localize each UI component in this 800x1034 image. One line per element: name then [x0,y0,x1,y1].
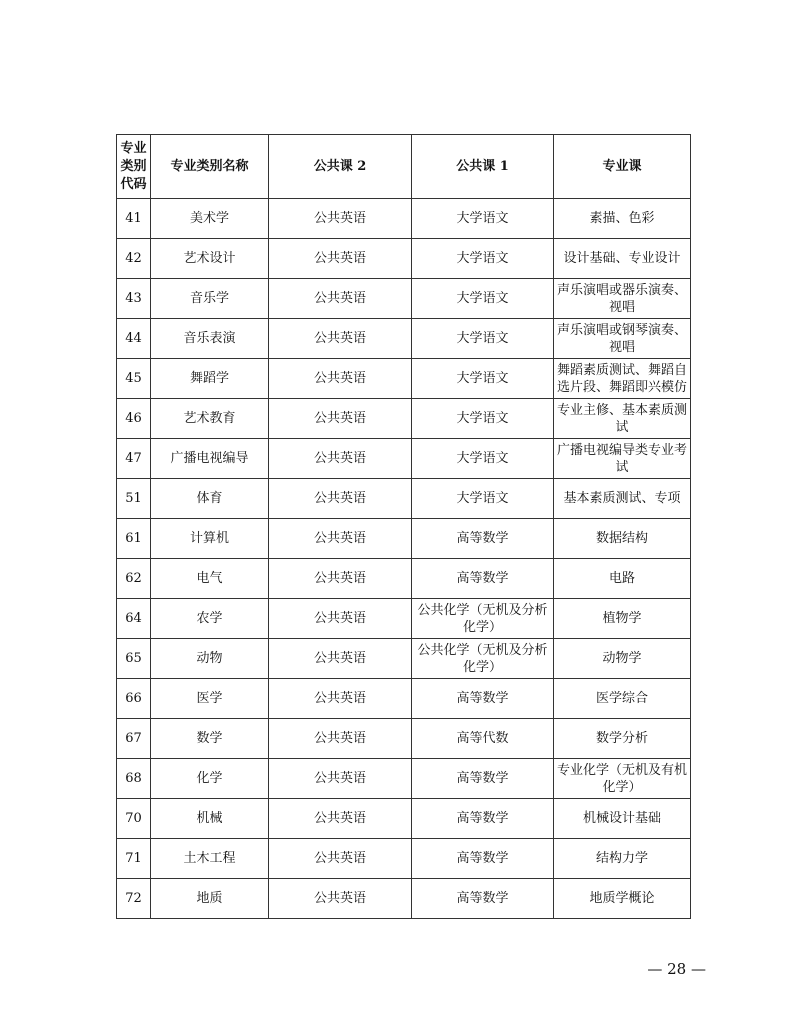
table-row [117,559,691,599]
cell-code: 65 [117,639,151,679]
cell-major: 数据结构 [554,519,691,559]
cell-code: 44 [117,319,151,359]
cell-public1: 大学语文 [412,359,554,399]
cell-public2: 公共英语 [269,799,412,839]
header-code-line1: 专业 [120,140,147,156]
table-row [117,199,691,239]
cell-code: 62 [117,559,151,599]
cell-public2: 公共英语 [269,239,412,279]
cell-code: 68 [117,759,151,799]
header-code-line3: 代码 [120,176,147,192]
cell-major: 地质学概论 [554,879,691,919]
cell-major: 电路 [554,559,691,599]
cell-public2: 公共英语 [269,319,412,359]
cell-public2: 公共英语 [269,599,412,639]
cell-major: 医学综合 [554,679,691,719]
cell-name: 化学 [151,759,269,799]
table-row [117,839,691,879]
cell-code: 46 [117,399,151,439]
table-row [117,759,691,799]
cell-public1: 大学语文 [412,199,554,239]
cell-code: 43 [117,279,151,319]
table-row [117,439,691,479]
cell-code: 45 [117,359,151,399]
cell-public1: 高等数学 [412,839,554,879]
table-row [117,519,691,559]
cell-code: 67 [117,719,151,759]
cell-code: 61 [117,519,151,559]
cell-name: 计算机 [151,519,269,559]
header-name: 专业类别名称 [151,135,269,199]
header-public2: 公共课 2 [269,135,412,199]
table-row [117,599,691,639]
cell-public1: 高等数学 [412,759,554,799]
cell-public2: 公共英语 [269,679,412,719]
cell-public1: 大学语文 [412,279,554,319]
cell-name: 音乐表演 [151,319,269,359]
cell-name: 机械 [151,799,269,839]
cell-name: 医学 [151,679,269,719]
cell-name: 艺术教育 [151,399,269,439]
cell-code: 42 [117,239,151,279]
table-row [117,239,691,279]
cell-name: 音乐学 [151,279,269,319]
cell-public2: 公共英语 [269,479,412,519]
cell-name: 艺术设计 [151,239,269,279]
cell-major: 数学分析 [554,719,691,759]
cell-major: 动物学 [554,639,691,679]
cell-public2: 公共英语 [269,199,412,239]
cell-public1: 高等数学 [412,879,554,919]
cell-name: 舞蹈学 [151,359,269,399]
cell-major: 植物学 [554,599,691,639]
header-code [117,135,151,199]
cell-public1: 高等数学 [412,559,554,599]
cell-major: 广播电视编导类专业考试 [554,439,691,479]
cell-public2: 公共英语 [269,559,412,599]
cell-code: 70 [117,799,151,839]
table-row [117,359,691,399]
cell-name: 地质 [151,879,269,919]
cell-public1: 高等代数 [412,719,554,759]
cell-public1: 高等数学 [412,519,554,559]
cell-public1: 高等数学 [412,799,554,839]
table-row [117,639,691,679]
cell-name: 土木工程 [151,839,269,879]
table-row [117,719,691,759]
cell-public2: 公共英语 [269,759,412,799]
table-row [117,279,691,319]
cell-code: 41 [117,199,151,239]
cell-public1: 公共化学（无机及分析化学） [412,599,554,639]
cell-code: 72 [117,879,151,919]
cell-public2: 公共英语 [269,519,412,559]
cell-major: 声乐演唱或钢琴演奏、视唱 [554,319,691,359]
page-number: — 28 — [647,960,706,978]
cell-major: 专业化学（无机及有机化学） [554,759,691,799]
cell-major: 设计基础、专业设计 [554,239,691,279]
cell-name: 美术学 [151,199,269,239]
cell-name: 广播电视编导 [151,439,269,479]
table-row [117,679,691,719]
header-public1: 公共课 1 [412,135,554,199]
cell-public2: 公共英语 [269,439,412,479]
cell-name: 体育 [151,479,269,519]
cell-public2: 公共英语 [269,879,412,919]
table-row [117,319,691,359]
cell-major: 专业主修、基本素质测试 [554,399,691,439]
header-major: 专业课 [554,135,691,199]
cell-public1: 大学语文 [412,239,554,279]
cell-major: 结构力学 [554,839,691,879]
cell-major: 基本素质测试、专项 [554,479,691,519]
table-header-row [117,135,691,199]
cell-public2: 公共英语 [269,719,412,759]
cell-public2: 公共英语 [269,359,412,399]
cell-name: 数学 [151,719,269,759]
cell-major: 声乐演唱或器乐演奏、视唱 [554,279,691,319]
cell-name: 农学 [151,599,269,639]
cell-public1: 大学语文 [412,479,554,519]
cell-name: 动物 [151,639,269,679]
cell-major: 素描、色彩 [554,199,691,239]
cell-code: 66 [117,679,151,719]
table-row [117,399,691,439]
table-row [117,479,691,519]
cell-code: 71 [117,839,151,879]
cell-code: 47 [117,439,151,479]
cell-code: 51 [117,479,151,519]
cell-public1: 大学语文 [412,319,554,359]
cell-public1: 大学语文 [412,399,554,439]
cell-public1: 高等数学 [412,679,554,719]
table-row [117,799,691,839]
course-table [116,134,691,919]
cell-major: 舞蹈素质测试、舞蹈自选片段、舞蹈即兴模仿 [554,359,691,399]
cell-major: 机械设计基础 [554,799,691,839]
cell-public2: 公共英语 [269,279,412,319]
table-row [117,879,691,919]
cell-public2: 公共英语 [269,399,412,439]
cell-public2: 公共英语 [269,639,412,679]
cell-public1: 公共化学（无机及分析化学） [412,639,554,679]
header-code-line2: 类别 [120,158,147,174]
cell-code: 64 [117,599,151,639]
cell-name: 电气 [151,559,269,599]
cell-public2: 公共英语 [269,839,412,879]
cell-public1: 大学语文 [412,439,554,479]
